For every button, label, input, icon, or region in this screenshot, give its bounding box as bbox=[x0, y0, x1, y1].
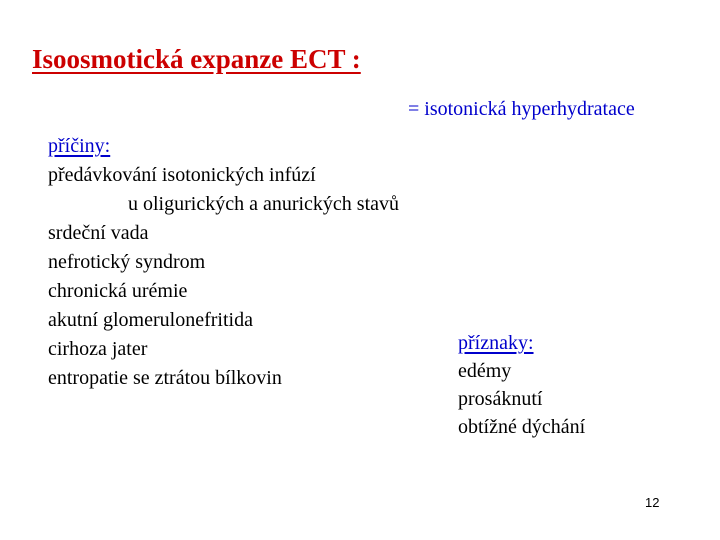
symptom-item: obtížné dýchání bbox=[458, 416, 586, 438]
symptom-item: edémy bbox=[458, 360, 512, 382]
cause-item: předávkování isotonických infúzí bbox=[48, 164, 316, 186]
cause-item: entropatie se ztrátou bílkovin bbox=[48, 367, 282, 389]
slide-subtitle: = isotonická hyperhydratace bbox=[408, 98, 635, 120]
cause-item: akutní glomerulonefritida bbox=[48, 309, 253, 331]
cause-item: srdeční vada bbox=[48, 222, 149, 244]
causes-heading: příčiny: bbox=[48, 135, 111, 157]
cause-item: nefrotický syndrom bbox=[48, 251, 206, 273]
causes-list bbox=[48, 132, 399, 393]
symptoms-list bbox=[458, 329, 585, 441]
slide-title: Isoosmotická expanze ECT : bbox=[32, 44, 361, 74]
page-number: 12 bbox=[645, 495, 660, 510]
cause-item-continuation: u oligurických a anurických stavů bbox=[128, 193, 400, 215]
cause-item: cirhoza jater bbox=[48, 338, 148, 360]
symptoms-heading: příznaky: bbox=[458, 332, 534, 354]
symptom-item: prosáknutí bbox=[458, 388, 543, 410]
cause-item: chronická urémie bbox=[48, 280, 188, 302]
